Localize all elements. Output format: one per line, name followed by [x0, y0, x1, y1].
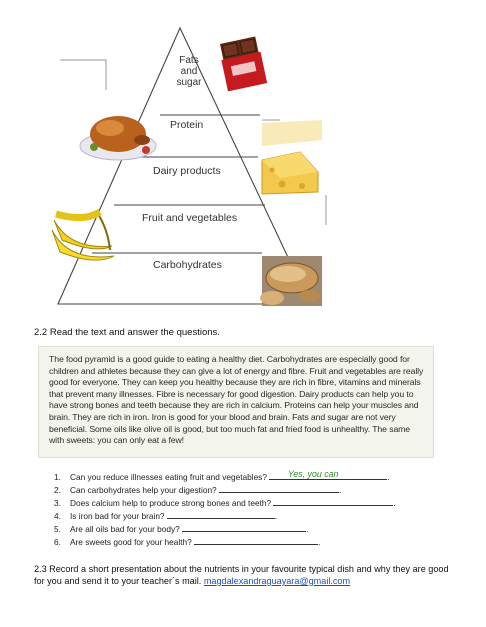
question-item: 1. Can you reduce illnesses eating fruit and vegetables? . Yes, you can [54, 469, 390, 482]
level-carbohydrates: Carbohydrates [153, 259, 222, 271]
question-text: Does calcium help to produce strong bones and teeth? [70, 498, 272, 508]
level-protein: Protein [170, 119, 204, 131]
question-text: Are all oils bad for your body? [70, 524, 180, 534]
question-list [54, 471, 434, 549]
answer-text: Yes, you can [288, 469, 339, 479]
section-22-heading: 2.2 Read the text and answer the questions. [34, 327, 220, 338]
question-item: 4. Is iron bad for your brain? . [54, 511, 278, 521]
section-23 [34, 563, 454, 587]
question-text: Are sweets good for your health? [70, 537, 192, 547]
question-item: 2. Can carbohydrates help your digestion? . [54, 485, 342, 495]
bread-icon [260, 256, 322, 306]
level-fruit-veg: Fruit and vegetables [142, 212, 238, 224]
answer-field[interactable] [194, 536, 318, 545]
level-fats-sugar: Fats and sugar [176, 55, 202, 88]
teacher-email-link[interactable]: magdalexandraguayara@gmail.com [203, 576, 351, 586]
question-text: Can you reduce illnesses eating fruit and vegetables? [70, 472, 267, 482]
answer-field[interactable] [273, 497, 393, 506]
chocolate-bar-icon [218, 36, 267, 91]
question-item: 5. Are all oils bad for your body? . [54, 524, 309, 534]
question-item: 3. Does calcium help to produce strong bones and teeth? . [54, 498, 396, 508]
cheese-icon [262, 120, 322, 194]
question-text: Can carbohydrates help your digestion? [70, 485, 217, 495]
level-dairy: Dairy products [153, 165, 221, 177]
answer-field[interactable] [182, 523, 306, 532]
roast-chicken-icon [80, 116, 156, 160]
question-text: Is iron bad for your brain? [70, 511, 165, 521]
answer-field[interactable] [219, 484, 339, 493]
reading-text-box [38, 346, 434, 458]
reading-text: The food pyramid is a good guide to eating a healthy diet. Carbohydrates are especially good for children and athletes because they can give a lot of energy and fibre. Fruit and vegetables are really good for everyone. They can keep you healthy because they are rich in fibre, vitamins and minerals that prevent many illnesses. Fibre is necessary for good digestion. Dairy products can help you to have strong bones and teeth because they are rich in calcium. Proteins can help your muscles and brain. They are rich in iron. Iron is good for your blood and brain. Fats and sugar are not very beneficial. Some oils like olive oil is good, but too much fat and fried food is unhealthy. The same with sweets: you can only eat a few! [49, 354, 424, 446]
answer-field[interactable] [167, 510, 275, 519]
section-23-text: 2.3 Record a short presentation about the nutrients in your favourite typical dish and why they are good for you and send it to your teacher´s mail. [34, 564, 449, 586]
question-item: 6. Are sweets good for your health? . [54, 537, 321, 547]
